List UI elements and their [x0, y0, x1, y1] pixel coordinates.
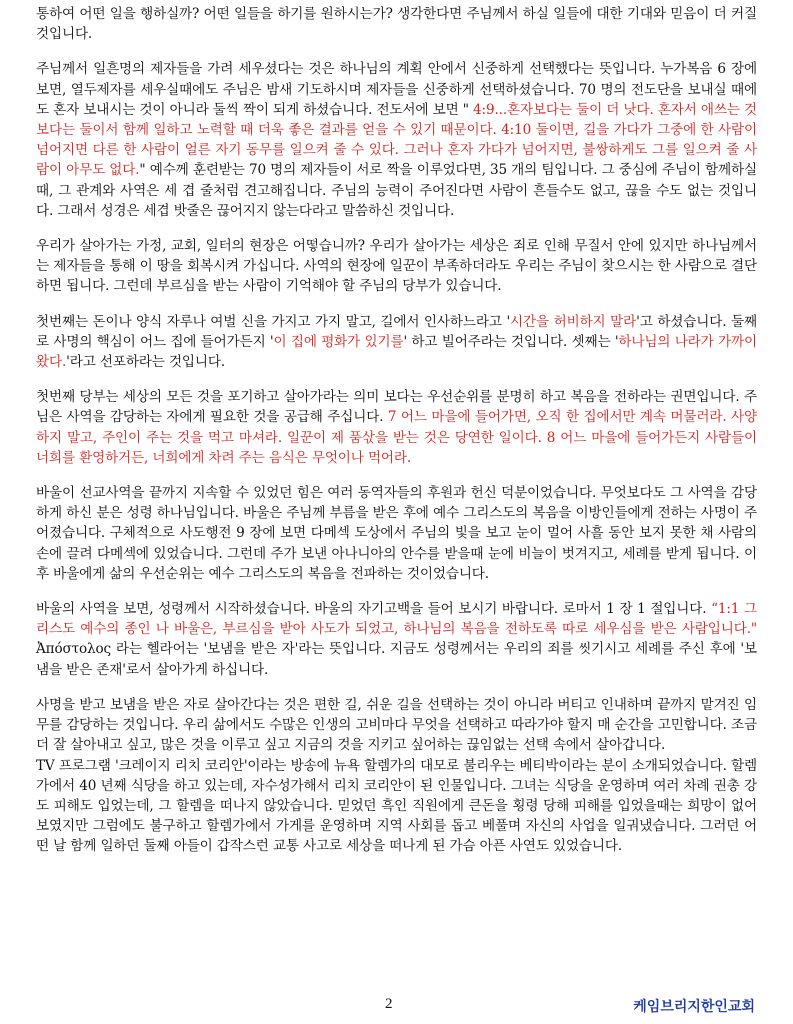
paragraph-9 — [36, 756, 757, 857]
text-run: TV 프로그램 '크레이지 리치 코리안'이라는 방송에 뉴욕 할렘가의 대모로 불리우는 베티박이라는 분이 소개되었습니다. 할렘가에서 40 년째 식당을 하고 있는데, 자수성가해서 리치 코리안이 된 인물입니다. 그녀는 식당을 운영하며 여러 차례 권총 강도 피해도 입었는데, 그 할렘을 떠나지 않았습니다. 믿었던 흑인 직원에게 큰돈을 횡령 당해 피해를 입었을때는 희망이 없어 보였지만 그럼에도 불구하고 할렘가에서 가게를 운영하며 지역 사회를 돕고 베풀며 자신의 사업을 일궈냈습니다. 그러던 어떤 날 함께 일하던 둘째 아들이 갑작스런 교통 사고로 세상을 떠나게 된 가슴 아픈 사연도 있었습니다. — [36, 757, 757, 855]
text-run: 우리가 살아가는 가정, 교회, 일터의 현장은 어떻습니까? 우리가 살아가는 세상은 죄로 인해 무질서 안에 있지만 하나님께서는 제자들을 통해 이 땅을 회복시켜 가십니다. 사역의 현장에 일꾼이 부족하더라도 우리는 주님이 찾으시는 한 사람으로 결단하면 됩니다. 그런데 부르심을 받는 사람이 기억해야 할 주님의 당부가 있습니다. — [36, 238, 757, 295]
paragraph-3 — [36, 236, 757, 297]
text-run: 통하여 어떤 일을 행하실까? 어떤 일들을 하기를 원하시는가? 생각한다면 주님께서 하실 일들에 대한 기대와 믿음이 더 커질 것입니다. — [36, 6, 757, 43]
paragraph-2 — [36, 59, 757, 221]
text-run: ' 하고 빌어주라는 것입니다. 셋째는 ' — [403, 333, 619, 350]
church-name: 케임브리지한인교회 — [633, 999, 755, 1015]
paragraph-5 — [36, 387, 757, 468]
text-run: '라고 선포하라는 것입니다. — [66, 354, 226, 371]
text-run: 사명을 받고 보냄을 받은 자로 살아간다는 것은 편한 길, 쉬운 길을 선택하는 것이 아니라 버티고 인내하며 끝까지 맡겨진 임무를 감당하는 것입니다. 우리 삶에서도 수많은 인생의 고비마다 무엇을 선택하고 따라가야 할지 매 순간을 고민합니다. 조금 더 잘 살아내고 싶고, 많은 것을 이루고 싶고 지금의 것을 지키고 싶어하는 끊임없는 선택 속에서 살아갑니다. — [36, 696, 757, 754]
scripture-quote: 시간을 허비하지 말라 — [510, 313, 637, 330]
scripture-quote: 하나님의 나라가 가까이 왔다. — [36, 333, 757, 371]
text-run: 주님께서 일흔명의 제자들을 가려 세우셨다는 것은 하나님의 계획 안에서 신중하게 선택했다는 뜻입니다. 누가복음 6 장에 보면, 열두제자를 세우실때에도 주님은 밤새 기도하시며 제자들을 신중하게 선택하셨습니다. 70 명의 전도단을 보내실 때에도 혼자 보내시는 것이 아니라 둘씩 짝이 되게 하셨습니다. 전도서에 보면 " — [36, 61, 757, 118]
page-footer — [0, 996, 793, 1018]
paragraph-1 — [36, 4, 757, 44]
text-run: 바울이 선교사역을 끝까지 지속할 수 있었던 힘은 여러 동역자들의 후원과 헌신 덕분이었습니다. 무엇보다도 그 사역을 감당하게 하신 분은 성령 하나님입니다. 바울은 주님께 부름을 받은 후에 예수 그리스도의 복음을 이방인들에게 전하는 사명이 주어졌습니다. 구체적으로 사도행전 9 장에 보면 다메섹 도상에서 주님의 빛을 보고 눈이 멀어 사흘 동안 보지 못한 채 사람의 손에 끌려 다메섹에 있었습니다. 그런데 주가 보낸 아나니아의 안수를 받을때 눈에 비늘이 벗겨지고, 세례를 받게 됩니다. 이후 바울에게 삶의 우선순위는 예수 그리스도의 복음을 전파하는 것이었습니다. — [36, 485, 757, 582]
scripture-quote: 이 집에 평화가 있기를 — [273, 333, 404, 350]
paragraph-6 — [36, 483, 757, 584]
text-run: 바울의 사역을 보면, 성령께서 시작하셨습니다. 바울의 자기고백을 들어 보시기 바랍니다. 로마서 1 장 1 절입니다. — [36, 601, 712, 618]
page-number: 2 — [385, 996, 393, 1012]
text-run: '고 하셨습니다. 둘째로 사명의 핵심이 어느 집에 들어가든지 ' — [36, 313, 757, 350]
text-run: 첫번째는 돈이나 양식 자루나 여벌 신을 가지고 가지 말고, 길에서 인사하느라고 ' — [36, 313, 511, 330]
scripture-quote: 7 어느 마을에 들어가면, 오직 한 집에서만 계속 머물러라. 사양하지 말고, 주인이 주는 것을 먹고 마셔라. 일꾼이 제 품삯을 받는 것은 당연한 일이다. 8 어느 마을에 들어가든지 사람들이 너희를 환영하거든, 너희에게 차려 주는 음식은 무엇이나 먹어라. — [36, 409, 757, 466]
paragraph-7 — [36, 599, 757, 680]
paragraph-4 — [36, 312, 757, 373]
text-run: " 예수께 훈련받는 70 명의 제자들이 서로 짝을 이루었다면, 35 개의 팀입니다. 그 중심에 주님이 함께하실 때, 그 관계와 사역은 세 겹 줄처럼 견고해집니다. 주님의 능력이 주어진다면 사람이 흔들수도 없고, 끊을 수도 없는 것입니다. 그래서 성경은 세겹 밧줄은 끊어지지 않는다라고 말씀하신 것입니다. — [36, 162, 757, 219]
paragraph-8 — [36, 695, 757, 756]
text-run: 첫번째 당부는 세상의 모든 것을 포기하고 살아가라는 의미 보다는 우선순위를 분명히 하고 복음을 전하라는 권면입니다. 주님은 사역을 감당하는 자에게 필요한 것을 공급해 주십니다. — [36, 389, 757, 426]
text-run: Ἀπόστολος 라는 헬라어는 '보냄을 받은 자'라는 뜻입니다. 지금도 성령께서는 우리의 죄를 씻기시고 세례를 주신 후에 '보냄을 받은 존재'로서 살아가게 하십니다. — [36, 641, 757, 678]
scripture-quote: 4:9...혼자보다는 둘이 더 낫다. 혼자서 애쓰는 것보다는 둘이서 함께 일하고 노력할 때 더욱 좋은 결과를 얻을 수 있기 때문이다. 4:10 둘이면, 길을 가다가 그중에 한 사람이 넘어지면 다른 한 사람이 얼른 자기 동무를 일으켜 줄 수 있다. 그러나 혼자 가다가 넘어지면, 불쌍하게도 그를 일으켜 줄 사람이 아무도 없다. — [36, 101, 757, 179]
document-body — [36, 4, 757, 857]
scripture-quote: “1:1 그리스도 예수의 종인 나 바울은, 부르심을 받아 사도가 되었고, 하나님의 복음을 전하도록 따로 세우심을 받은 사람입니다." — [36, 601, 757, 638]
